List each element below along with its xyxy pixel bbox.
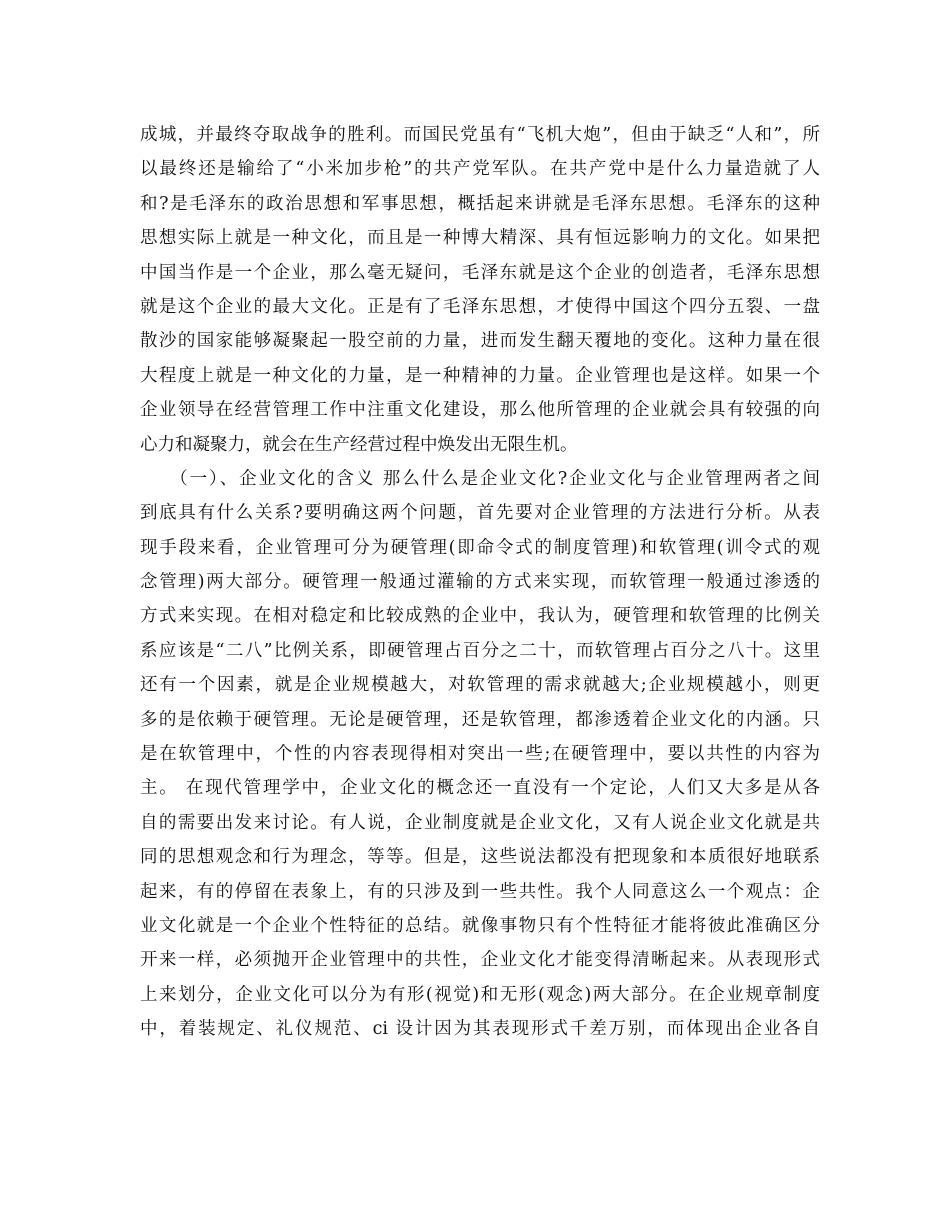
text-line: 中，着装规定、礼仪规范、ci 设计因为其表现形式千差万别，而体现出企业各自 [140,1019,820,1040]
text-line: 是在软管理中，个性的内容表现得相对突出一些;在硬管理中，要以共性的内容为 [140,744,820,765]
text-line: 和?是毛泽东的政治思想和军事思想，概括起来讲就是毛泽东思想。毛泽东的这种 [140,193,820,214]
text-line: 同的思想观念和行为理念，等等。但是，这些说法都没有把现象和本质很好地联系 [140,847,820,868]
section-heading-line: （一）、企业文化的含义 那么什么是企业文化?企业文化与企业管理两者之间 [140,468,820,489]
text-line: 自的需要出发来讨论。有人说，企业制度就是企业文化，又有人说企业文化就是共 [140,812,820,833]
text-line: 散沙的国家能够凝聚起一股空前的力量，进而发生翻天覆地的变化。这种力量在很 [140,331,820,352]
text-line: 思想实际上就是一种文化，而且是一种博大精深、具有恒远影响力的文化。如果把 [140,228,820,249]
text-line: 系应该是“二八”比例关系，即硬管理占百分之二十，而软管理占百分之八十。这里 [140,640,820,661]
text-line: 还有一个因素，就是企业规模越大，对软管理的需求就越大;企业规模越小，则更 [140,675,820,696]
text-line: 到底具有什么关系?要明确这两个问题，首先要对企业管理的方法进行分析。从表 [140,503,820,524]
text-line: 开来一样，必须抛开企业管理中的共性，企业文化才能变得清晰起来。从表现形式 [140,950,820,971]
text-line: 主。 在现代管理学中，企业文化的概念还一直没有一个定论，人们又大多是从各 [140,778,820,799]
text-line: 成城，并最终夺取战争的胜利。而国民党虽有“飞机大炮”，但由于缺乏“人和”，所 [140,125,820,145]
text-line: 业文化就是一个企业个性特征的总结。就像事物只有个性特征才能将彼此准确区分 [140,915,820,936]
text-line: 现手段来看，企业管理可分为硬管理(即命令式的制度管理)和软管理(训令式的观 [140,537,820,558]
text-line: 就是这个企业的最大文化。正是有了毛泽东思想，才使得中国这个四分五裂、一盘 [140,296,820,317]
text-line: 心力和凝聚力，就会在生产经营过程中焕发出无限生机。 [140,434,578,455]
text-line: 企业领导在经营管理工作中注重文化建设，那么他所管理的企业就会具有较强的向 [140,400,820,421]
text-line: 念管理)两大部分。硬管理一般通过灌输的方式来实现，而软管理一般通过渗透的 [140,572,820,593]
text-line: 上来划分，企业文化可以分为有形(视觉)和无形(观念)两大部分。在企业规章制度 [140,984,820,1005]
body-text [140,118,820,1047]
text-line: 方式来实现。在相对稳定和比较成熟的企业中，我认为，硬管理和软管理的比例关 [140,606,820,627]
text-line: 大程度上就是一种文化的力量，是一种精神的力量。企业管理也是这样。如果一个 [140,365,820,386]
text-line: 起来，有的停留在表象上，有的只涉及到一些共性。我个人同意这么一个观点：企 [140,881,820,902]
text-line: 中国当作是一个企业，那么毫无疑问，毛泽东就是这个企业的创造者，毛泽东思想 [140,262,820,283]
text-line: 多的是依赖于硬管理。无论是硬管理，还是软管理，都渗透着企业文化的内涵。只 [140,709,820,730]
text-line: 以最终还是输给了“小米加步枪”的共产党军队。在共产党中是什么力量造就了人 [140,159,820,180]
